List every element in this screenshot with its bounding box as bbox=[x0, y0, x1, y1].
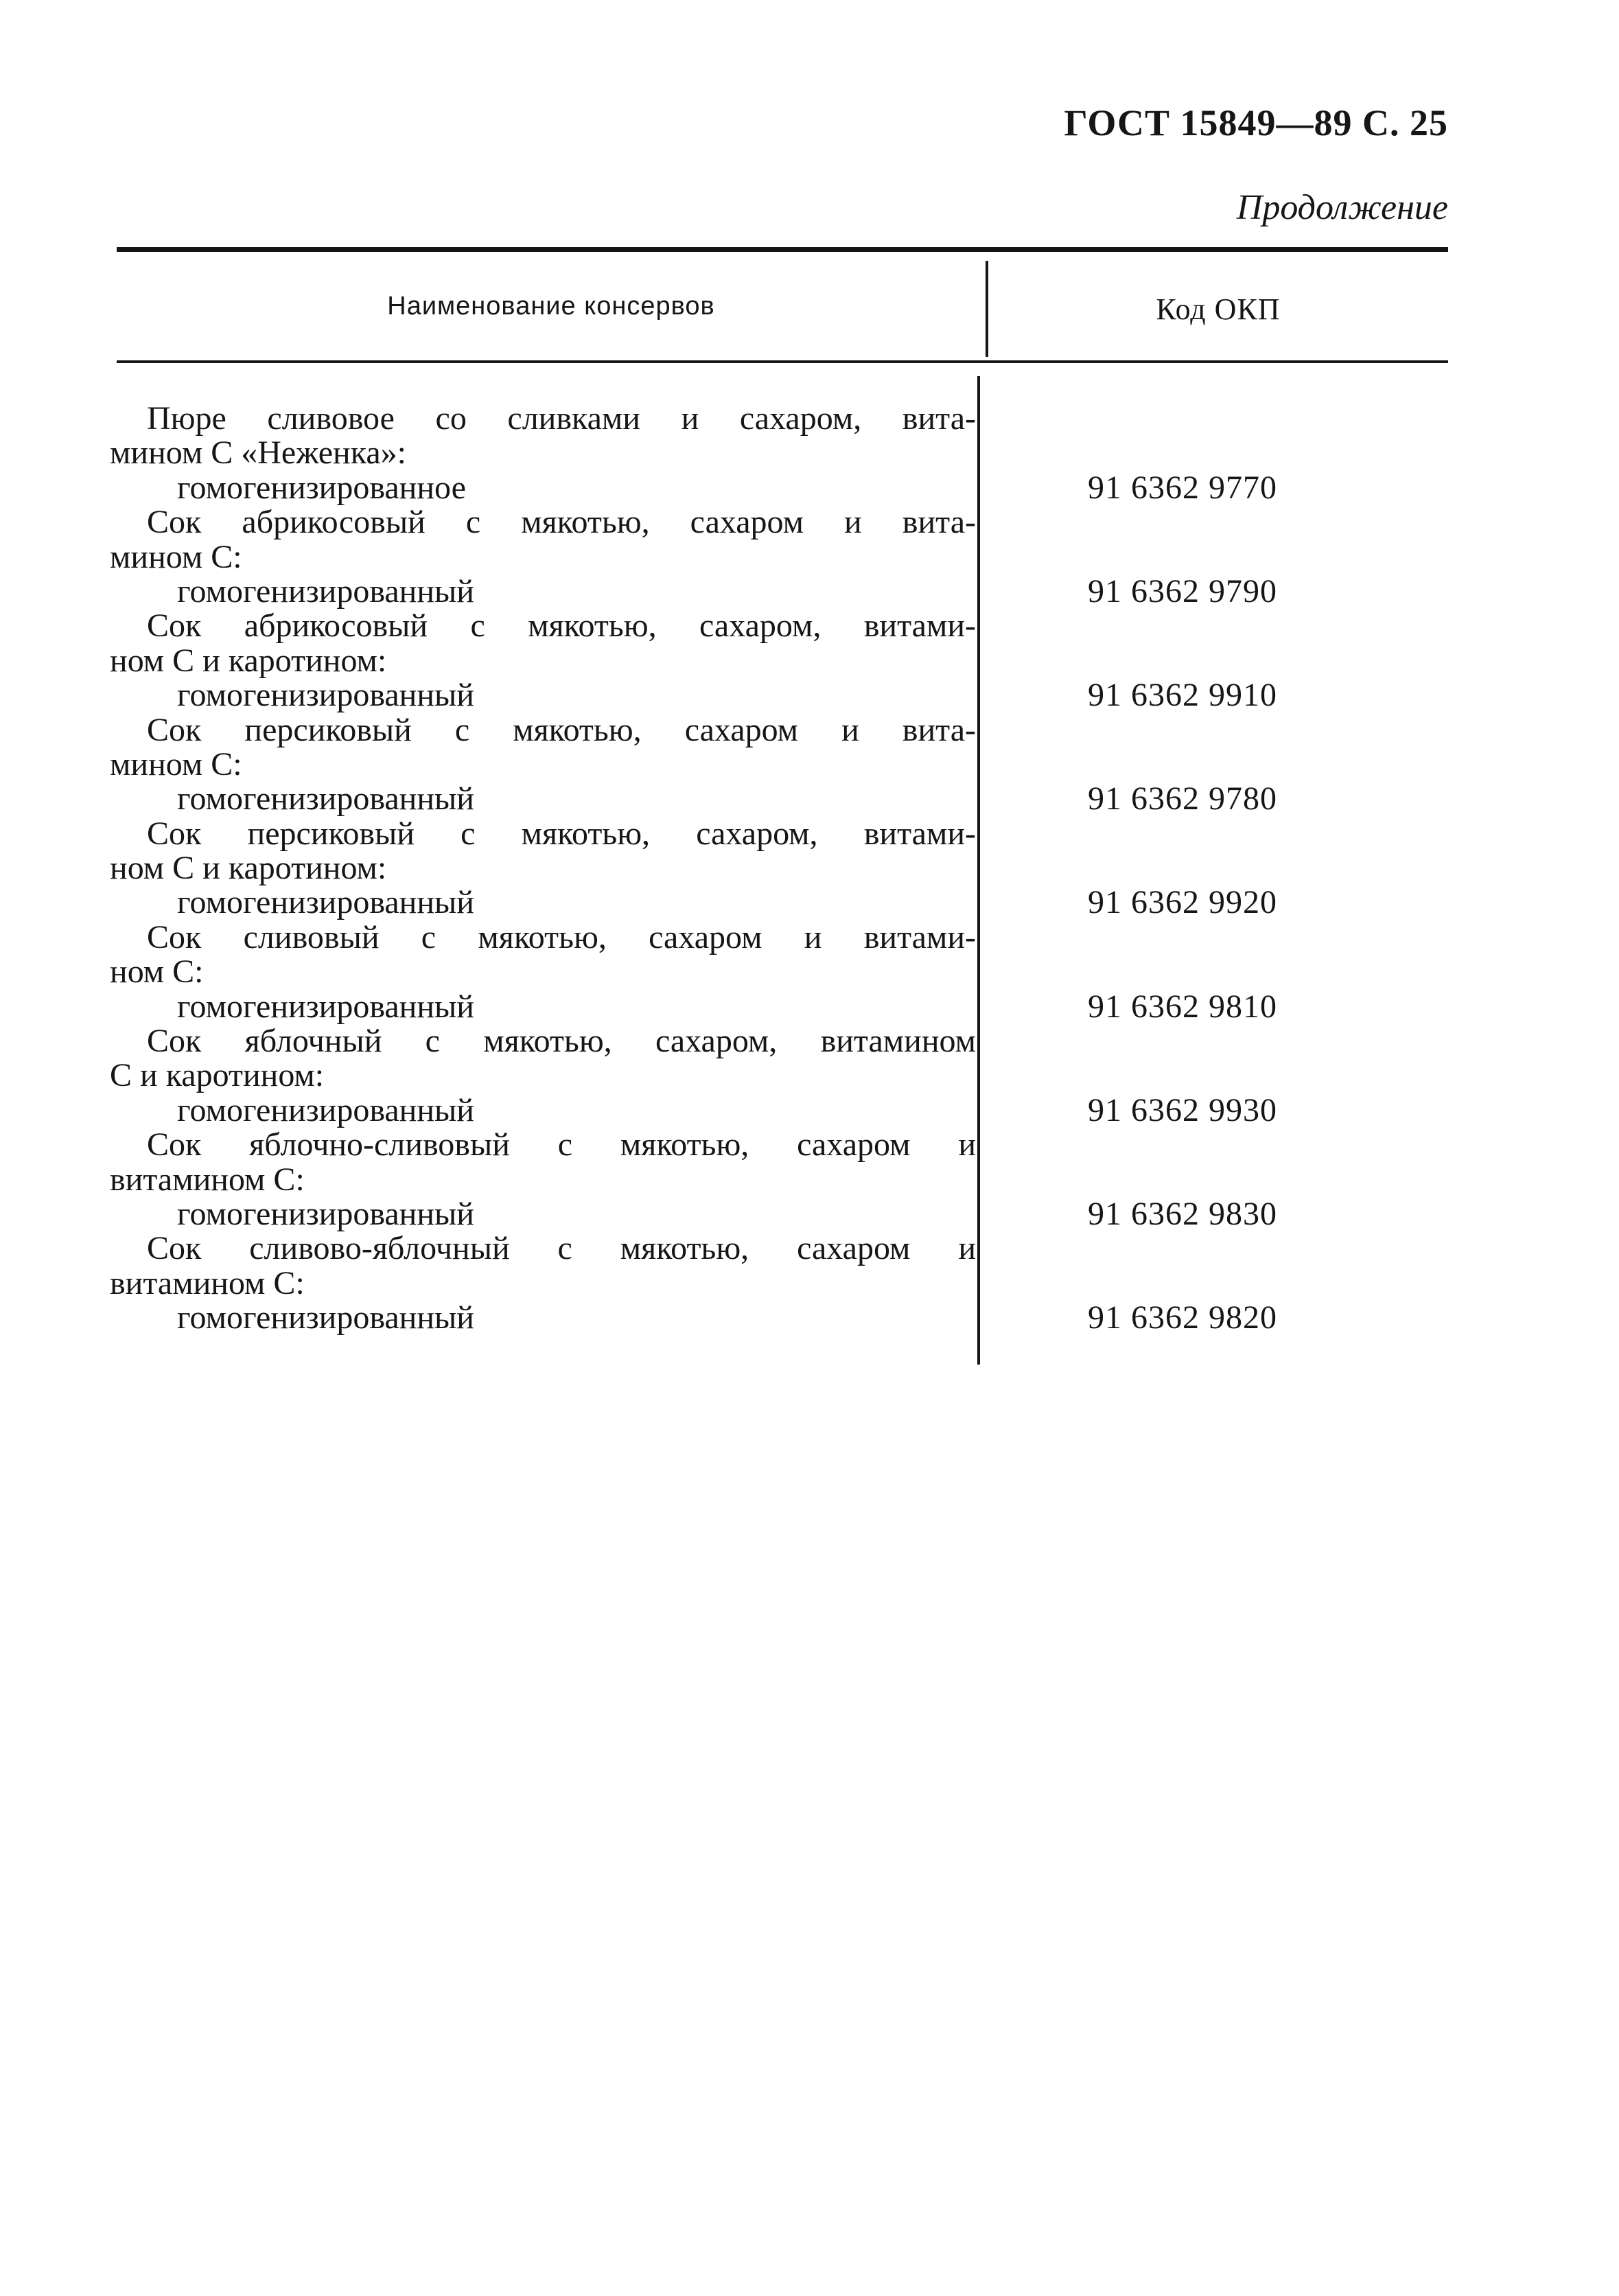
row-variant-line bbox=[110, 678, 1448, 712]
table-row bbox=[110, 1231, 1448, 1335]
okp-code: 91 6362 9920 bbox=[1088, 884, 1277, 921]
row-title-line bbox=[110, 851, 1448, 885]
okp-code: 91 6362 9820 bbox=[1088, 1299, 1277, 1336]
product-title-continuation: мином С «Неженка»: bbox=[110, 434, 406, 472]
okp-code: 91 6362 9770 bbox=[1088, 469, 1277, 506]
row-title-line bbox=[110, 1266, 1448, 1301]
okp-code: 91 6362 9810 bbox=[1088, 988, 1277, 1025]
product-title: Сок абрикосовый с мякотью, сахаром, витами- bbox=[147, 607, 976, 645]
row-title-line bbox=[110, 713, 1448, 747]
row-title-line bbox=[110, 644, 1448, 678]
product-variant: гомогенизированный bbox=[177, 884, 474, 921]
column-header-code: Код ОКП bbox=[1156, 292, 1281, 326]
row-title-line bbox=[110, 505, 1448, 540]
row-title-line bbox=[110, 1163, 1448, 1197]
product-title: Пюре сливовое со сливками и сахаром, вита- bbox=[147, 400, 976, 437]
product-variant: гомогенизированный bbox=[177, 677, 474, 714]
product-title-continuation: мином С: bbox=[110, 745, 242, 782]
row-title-line bbox=[110, 1128, 1448, 1162]
header-column-divider bbox=[986, 261, 988, 357]
row-title-line bbox=[110, 436, 1448, 470]
row-variant-line bbox=[110, 572, 1448, 610]
row-title-line bbox=[110, 1231, 1448, 1266]
row-title-line bbox=[110, 540, 1448, 575]
row-title-line bbox=[110, 747, 1448, 782]
table-row bbox=[110, 402, 1448, 505]
row-title-line bbox=[110, 1058, 1448, 1093]
product-title: Сок персиковый с мякотью, сахаром, витами- bbox=[147, 815, 976, 852]
product-title-continuation: ном С и каротином: bbox=[110, 850, 387, 887]
product-title-continuation: витамином С: bbox=[110, 1161, 305, 1198]
product-title: Сок сливовый с мякотью, сахаром и витами- bbox=[147, 918, 976, 955]
row-variant-line bbox=[110, 1301, 1448, 1335]
row-variant-line bbox=[110, 990, 1448, 1024]
row-title-line bbox=[110, 920, 1448, 955]
row-title-line bbox=[110, 955, 1448, 989]
page-reference: ГОСТ 15849—89 С. 25 bbox=[1064, 102, 1448, 143]
column-header-name: Наименование консервов bbox=[387, 292, 715, 321]
okp-code: 91 6362 9830 bbox=[1088, 1195, 1277, 1232]
product-title-continuation: С и каротином: bbox=[110, 1057, 325, 1094]
table-row bbox=[110, 713, 1448, 817]
product-variant: гомогенизированный bbox=[177, 780, 474, 817]
table-row bbox=[110, 920, 1448, 1024]
product-variant: гомогенизированный bbox=[177, 572, 474, 610]
product-variant: гомогенизированное bbox=[177, 469, 466, 506]
row-variant-line bbox=[110, 1093, 1448, 1128]
table-row bbox=[110, 609, 1448, 712]
product-title: Сок абрикосовый с мякотью, сахаром и вита- bbox=[147, 504, 976, 541]
product-variant: гомогенизированный bbox=[177, 1091, 474, 1128]
product-title-continuation: мином С: bbox=[110, 538, 242, 575]
table-top-rule bbox=[117, 247, 1448, 252]
table-header-rule bbox=[117, 360, 1448, 363]
table-body bbox=[110, 402, 1448, 1336]
product-title-continuation: витамином С: bbox=[110, 1264, 305, 1301]
okp-code: 91 6362 9910 bbox=[1088, 677, 1277, 714]
product-title: Сок сливово-яблочный с мякотью, сахаром и bbox=[147, 1230, 976, 1267]
product-title: Сок персиковый с мякотью, сахаром и вита- bbox=[147, 711, 976, 748]
product-variant: гомогенизированный bbox=[177, 988, 474, 1025]
product-variant: гомогенизированный bbox=[177, 1195, 474, 1232]
table-row bbox=[110, 505, 1448, 609]
table-row bbox=[110, 1024, 1448, 1128]
table-row bbox=[110, 1128, 1448, 1231]
product-title: Сок яблочно-сливовый с мякотью, сахаром и bbox=[147, 1126, 976, 1163]
row-variant-line bbox=[110, 782, 1448, 816]
row-variant-line bbox=[110, 471, 1448, 505]
continuation-label: Продолжение bbox=[1236, 188, 1448, 227]
row-variant-line bbox=[110, 1197, 1448, 1231]
row-variant-line bbox=[110, 885, 1448, 920]
product-title: Сок яблочный с мякотью, сахаром, витамином bbox=[147, 1023, 976, 1060]
table-row bbox=[110, 817, 1448, 920]
product-variant: гомогенизированный bbox=[177, 1299, 474, 1336]
row-title-line bbox=[110, 1024, 1448, 1058]
okp-code: 91 6362 9930 bbox=[1088, 1091, 1277, 1128]
product-title-continuation: ном С: bbox=[110, 953, 204, 990]
okp-code: 91 6362 9780 bbox=[1088, 780, 1277, 817]
okp-code: 91 6362 9790 bbox=[1088, 572, 1277, 610]
row-title-line bbox=[110, 817, 1448, 851]
product-title-continuation: ном С и каротином: bbox=[110, 642, 387, 679]
row-title-line bbox=[110, 402, 1448, 436]
row-title-line bbox=[110, 609, 1448, 643]
